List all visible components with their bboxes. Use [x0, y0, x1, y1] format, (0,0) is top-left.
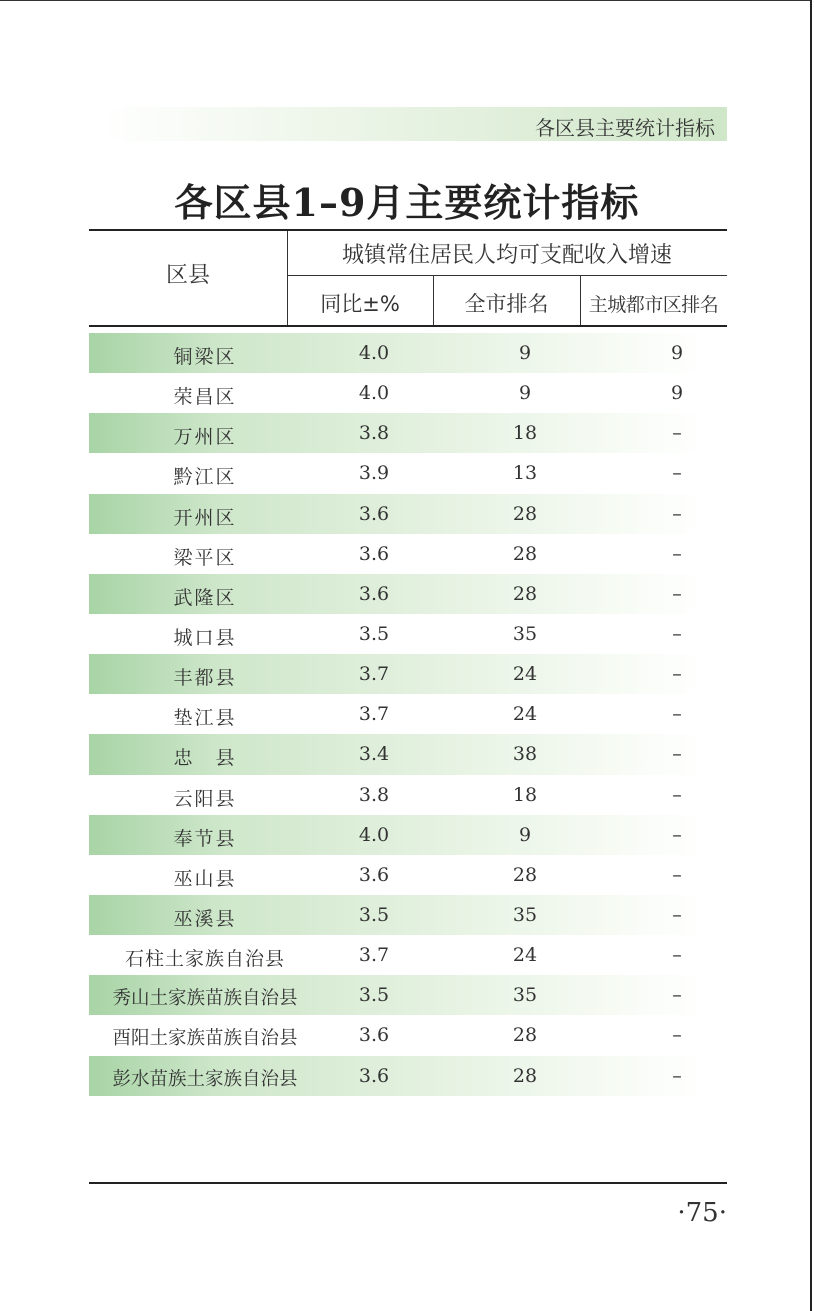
- district-name: 万州区: [173, 426, 237, 449]
- main-city-rank-value: 9: [670, 382, 684, 405]
- table-row: [89, 1015, 705, 1055]
- district-name: 彭水苗族土家族自治县: [112, 1068, 298, 1090]
- main-city-rank-value: –: [672, 502, 682, 525]
- district-name: 开州区: [173, 506, 237, 529]
- district-name: 酉阳土家族苗族自治县: [112, 1028, 298, 1050]
- table-row: [89, 694, 705, 734]
- yoy-value: 3.5: [358, 984, 390, 1007]
- table-row: [89, 453, 705, 493]
- yoy-value: 3.6: [358, 502, 390, 525]
- main-city-rank-value: –: [672, 944, 682, 967]
- city-rank-value: 13: [512, 462, 538, 485]
- yoy-value: 3.8: [358, 783, 390, 806]
- district-name: 秀山土家族苗族自治县: [112, 988, 298, 1010]
- page-number: ·75·: [677, 1198, 727, 1228]
- table-row: [89, 574, 705, 614]
- table-body: [89, 333, 705, 1096]
- column-header-yoy: 同比±%: [320, 292, 400, 316]
- city-rank-value: 9: [518, 823, 532, 846]
- district-name: 巫溪县: [173, 907, 237, 930]
- table-row: [89, 413, 705, 453]
- yoy-value: 3.5: [358, 903, 390, 926]
- main-city-rank-value: –: [672, 783, 682, 806]
- table-row: [89, 895, 705, 935]
- district-name: 垫江县: [173, 707, 237, 730]
- yoy-value: 3.5: [358, 622, 390, 645]
- table-row: [89, 734, 705, 774]
- city-rank-value: 18: [512, 783, 538, 806]
- column-header-main-city-rank: 主城都市区排名: [588, 294, 719, 316]
- district-name: 石柱土家族自治县: [124, 948, 285, 971]
- column-group-header-income-growth: 城镇常住居民人均可支配收入增速: [341, 243, 672, 268]
- city-rank-value: 28: [512, 502, 538, 525]
- page-title: 各区县1–9月主要统计指标: [174, 180, 640, 225]
- district-name: 城口县: [173, 626, 237, 649]
- city-rank-value: 24: [512, 663, 538, 686]
- main-city-rank-value: –: [672, 422, 682, 445]
- table-row: [89, 775, 705, 815]
- table-row: [89, 614, 705, 654]
- district-name: 忠 县: [173, 747, 237, 770]
- main-city-rank-value: –: [672, 1064, 682, 1087]
- main-city-rank-value: –: [672, 462, 682, 485]
- table-row: [89, 1056, 705, 1096]
- city-rank-value: 9: [518, 342, 532, 364]
- city-rank-value: 35: [512, 622, 538, 645]
- city-rank-value: 9: [518, 382, 532, 405]
- main-city-rank-value: –: [672, 823, 682, 846]
- yoy-value: 3.6: [358, 1024, 390, 1047]
- city-rank-value: 28: [512, 863, 538, 886]
- yoy-value: 4.0: [358, 823, 390, 846]
- table-row: [89, 975, 705, 1015]
- main-city-rank-value: –: [672, 542, 682, 565]
- page-frame-top: [0, 0, 812, 1]
- yoy-value: 3.6: [358, 863, 390, 886]
- table-row: [89, 815, 705, 855]
- yoy-value: 3.6: [358, 1064, 390, 1087]
- city-rank-value: 28: [512, 582, 538, 605]
- column-header-city-rank: 全市排名: [464, 292, 549, 316]
- city-rank-value: 38: [512, 743, 538, 766]
- district-name: 黔江区: [173, 466, 237, 489]
- district-name: 巫山县: [173, 867, 237, 890]
- section-label: 各区县主要统计指标: [535, 116, 715, 140]
- yoy-value: 3.7: [358, 663, 390, 686]
- city-rank-value: 28: [512, 1024, 538, 1047]
- district-name: 武隆区: [173, 586, 237, 609]
- yoy-value: 3.6: [358, 542, 390, 565]
- city-rank-value: 24: [512, 944, 538, 967]
- district-name: 铜梁区: [173, 346, 237, 368]
- main-city-rank-value: 9: [670, 342, 684, 364]
- main-city-rank-value: –: [672, 903, 682, 926]
- table-row: [89, 855, 705, 895]
- yoy-value: 4.0: [358, 382, 390, 405]
- yoy-value: 3.9: [358, 462, 390, 485]
- table-top-rule: [89, 229, 727, 231]
- city-rank-value: 35: [512, 903, 538, 926]
- table-row: [89, 935, 705, 975]
- footer-rule: [89, 1182, 727, 1184]
- yoy-value: 3.8: [358, 422, 390, 445]
- table-header-bottom-rule: [89, 325, 727, 327]
- main-city-rank-value: –: [672, 984, 682, 1007]
- main-city-rank-value: –: [672, 663, 682, 686]
- district-name: 荣昌区: [173, 386, 237, 409]
- main-city-rank-value: –: [672, 743, 682, 766]
- table-row: [89, 333, 705, 373]
- table-row: [89, 534, 705, 574]
- city-rank-value: 28: [512, 542, 538, 565]
- yoy-value: 3.6: [358, 582, 390, 605]
- city-rank-value: 24: [512, 703, 538, 726]
- main-city-rank-value: –: [672, 622, 682, 645]
- main-city-rank-value: –: [672, 582, 682, 605]
- column-header-district: 区县: [165, 263, 210, 288]
- yoy-value: 3.4: [358, 743, 390, 766]
- yoy-value: 3.7: [358, 944, 390, 967]
- yoy-value: 4.0: [358, 342, 390, 364]
- table-row: [89, 654, 705, 694]
- main-city-rank-value: –: [672, 863, 682, 886]
- section-header-band: [100, 107, 727, 141]
- district-name: 奉节县: [173, 827, 237, 850]
- city-rank-value: 18: [512, 422, 538, 445]
- table-header-divider: [287, 275, 727, 276]
- city-rank-value: 28: [512, 1064, 538, 1087]
- table-row: [89, 494, 705, 534]
- district-name: 丰都县: [173, 667, 237, 690]
- table-row: [89, 373, 705, 413]
- yoy-value: 3.7: [358, 703, 390, 726]
- main-city-rank-value: –: [672, 703, 682, 726]
- district-name: 云阳县: [173, 787, 237, 810]
- main-city-rank-value: –: [672, 1024, 682, 1047]
- district-name: 梁平区: [173, 546, 237, 569]
- city-rank-value: 35: [512, 984, 538, 1007]
